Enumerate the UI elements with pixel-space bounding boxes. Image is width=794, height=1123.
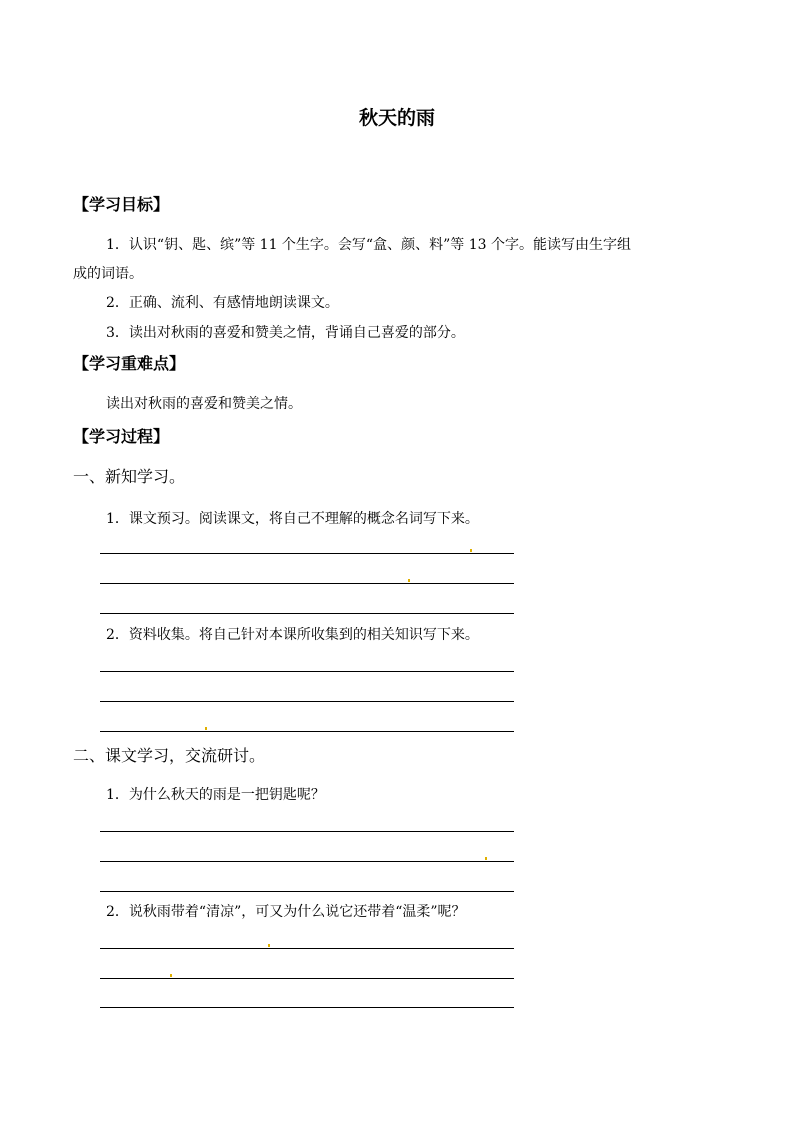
answer-line[interactable] [100, 553, 514, 554]
answer-line[interactable] [100, 701, 514, 702]
answer-line[interactable] [100, 831, 514, 832]
answer-line[interactable] [100, 861, 514, 862]
section-2-question-1: 1．为什么秋天的雨是一把钥匙呢？ [106, 787, 325, 803]
answer-line[interactable] [100, 583, 514, 584]
answer-line[interactable] [100, 948, 514, 949]
scan-speck [408, 579, 410, 582]
scan-speck [470, 549, 472, 552]
document-title: 秋天的雨 [358, 107, 435, 129]
answer-line[interactable] [100, 671, 514, 672]
section-1-question-1: 1．课文预习。阅读课文，将自己不理解的概念名词写下来。 [106, 511, 479, 527]
section-2-title: 二、课文学习，交流研讨。 [73, 746, 266, 765]
goal-item-1-line-2: 成的词语。 [73, 266, 143, 282]
answer-line[interactable] [100, 1007, 514, 1008]
answer-line[interactable] [100, 978, 514, 979]
section-1-title: 一、新知学习。 [73, 467, 186, 486]
goals-heading: 【学习目标】 [73, 195, 170, 214]
scan-speck [170, 974, 172, 977]
goal-item-3: 3．读出对秋雨的喜爱和赞美之情，背诵自己喜爱的部分。 [106, 325, 465, 341]
key-points-heading: 【学习重难点】 [73, 354, 186, 373]
section-1-question-2: 2．资料收集。将自己针对本课所收集到的相关知识写下来。 [106, 627, 479, 643]
goal-item-1-line-1: 1．认识“钥、匙、缤”等 11 个生字。会写“盒、颜、料”等 13 个字。能读写由生字组 [106, 237, 631, 253]
section-2-question-2: 2．说秋雨带着“清凉”，可又为什么说它还带着“温柔”呢？ [106, 904, 466, 920]
scan-speck [268, 944, 270, 947]
scan-speck [485, 857, 487, 860]
answer-line[interactable] [100, 731, 514, 732]
answer-line[interactable] [100, 613, 514, 614]
process-heading: 【学习过程】 [73, 427, 170, 446]
scan-speck [205, 727, 207, 730]
goal-item-2: 2．正确、流利、有感情地朗读课文。 [106, 295, 339, 311]
key-points-text: 读出对秋雨的喜爱和赞美之情。 [106, 396, 302, 412]
answer-line[interactable] [100, 891, 514, 892]
